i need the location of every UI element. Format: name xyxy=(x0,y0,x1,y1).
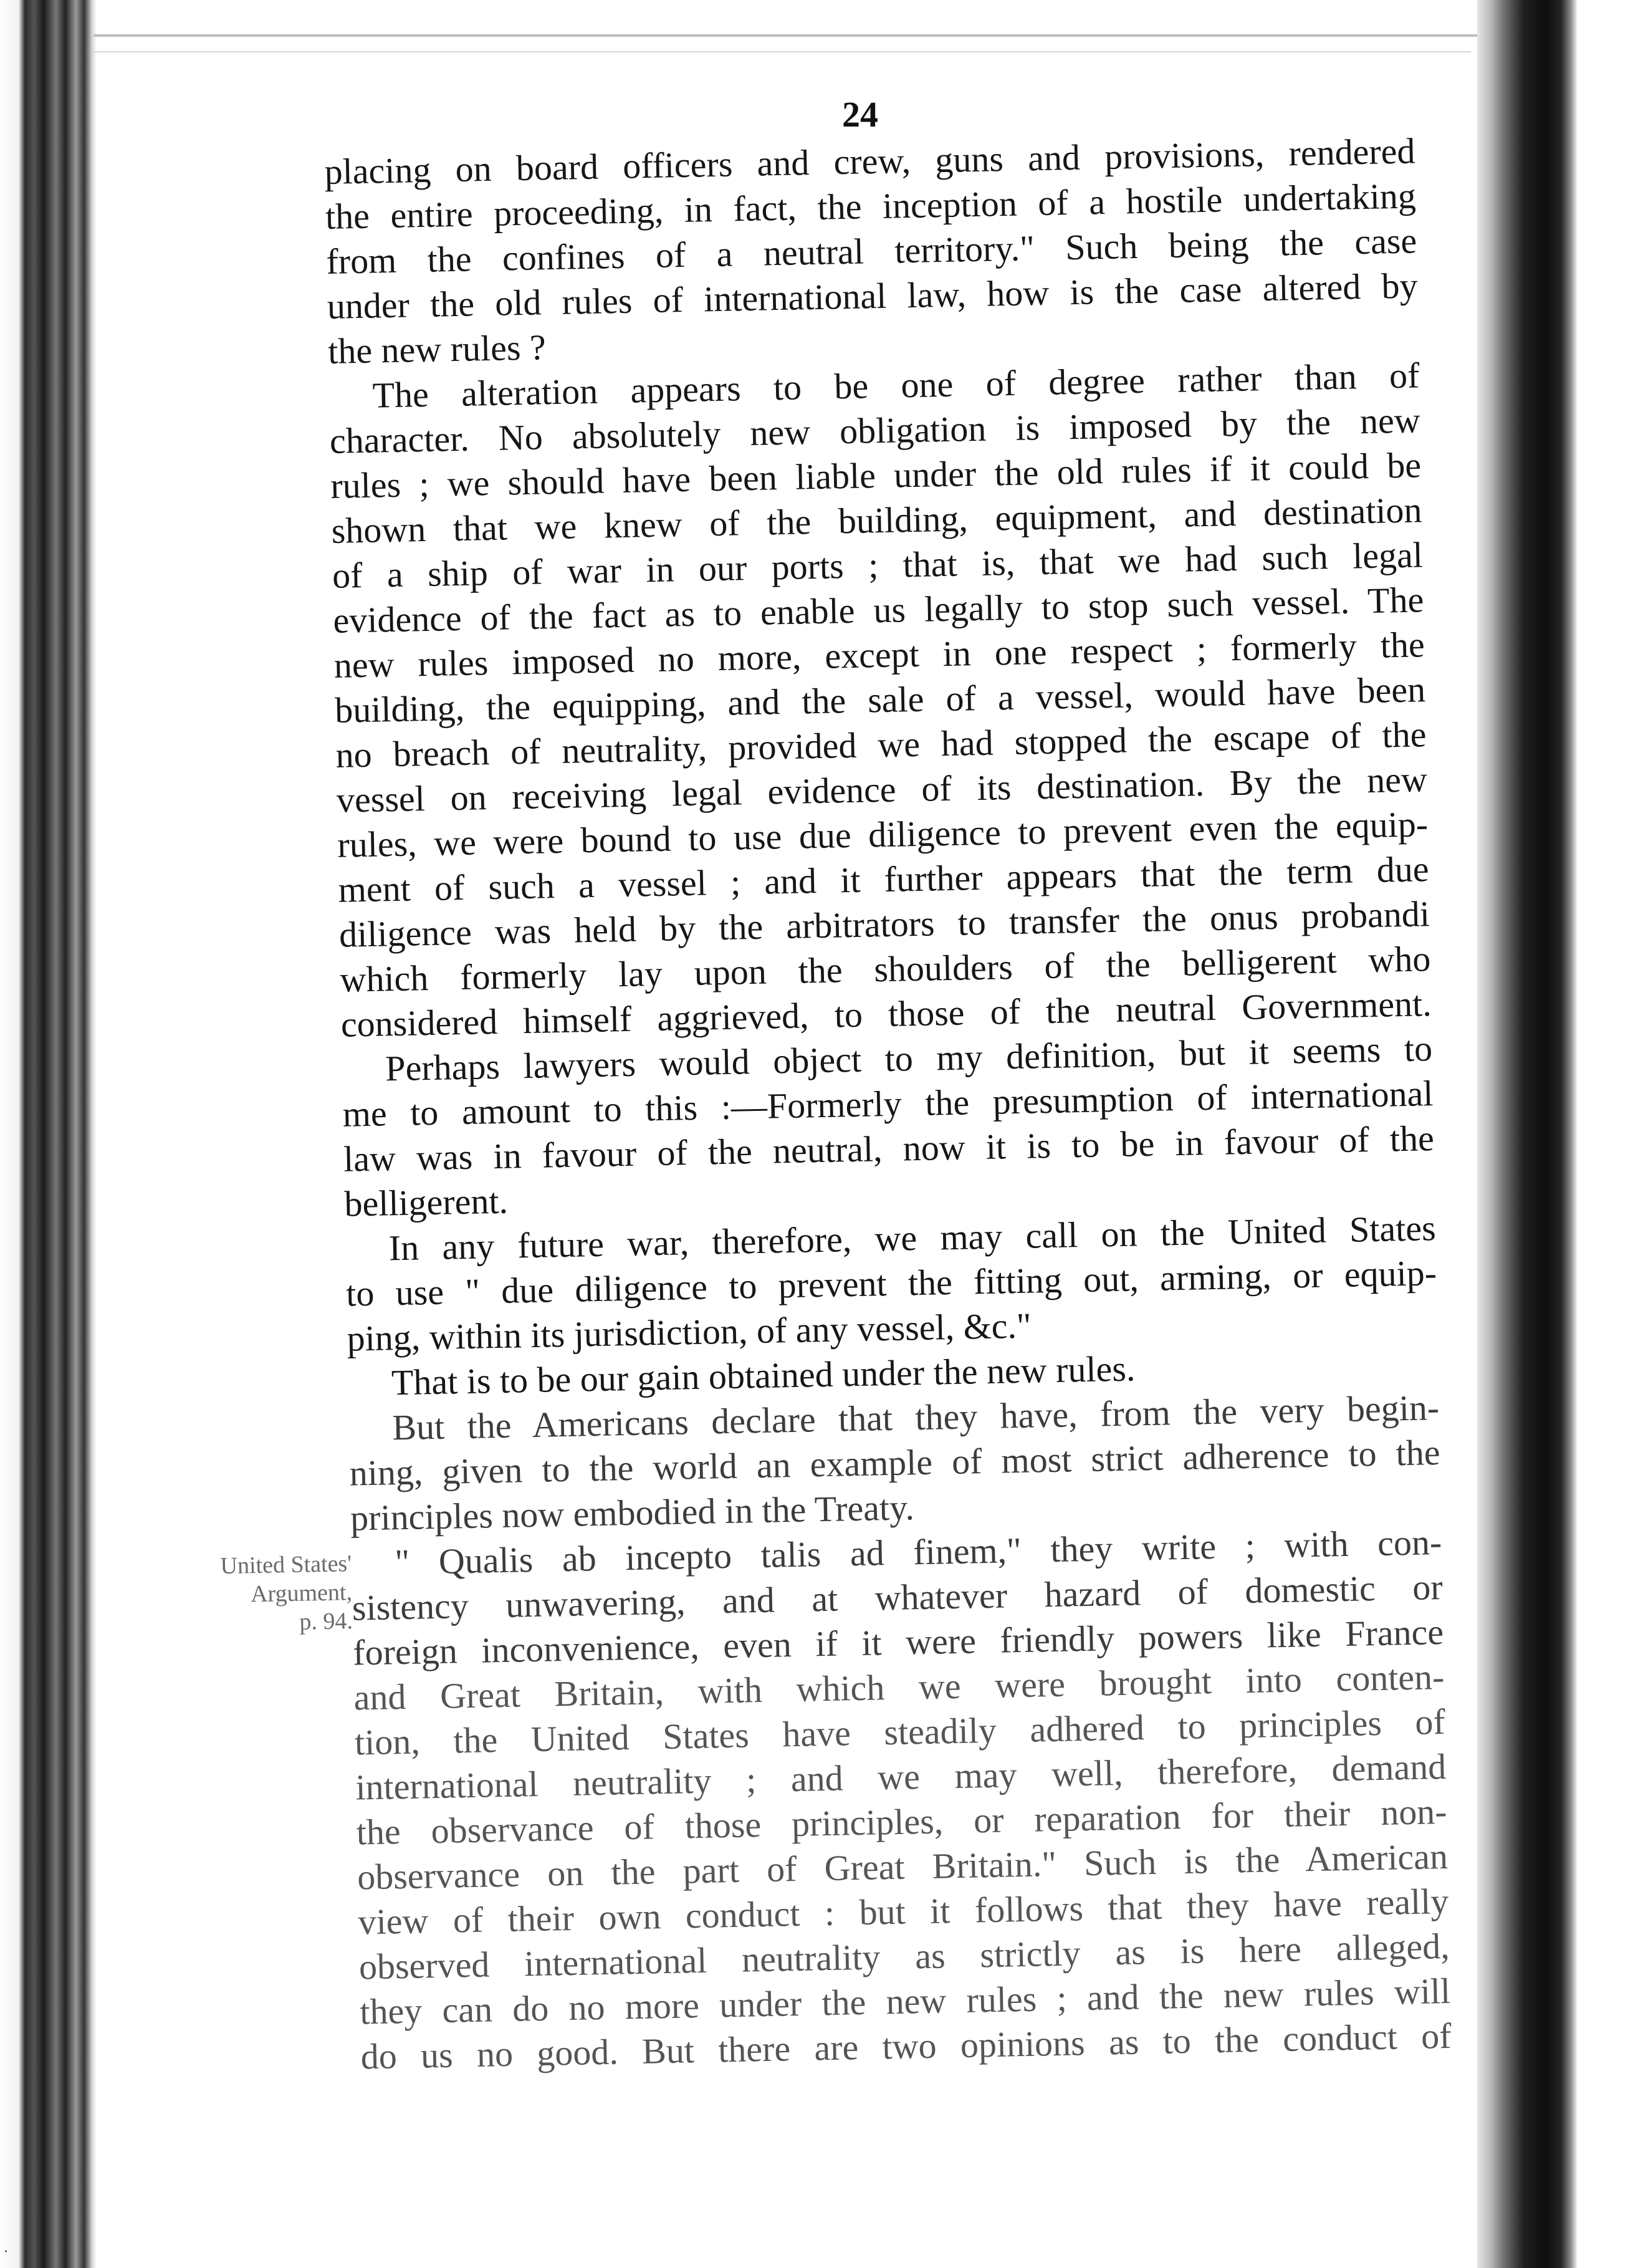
text-line: In any future war, therefore, we may call on the United States xyxy=(388,1208,1437,1269)
scan-corner-mark: · xyxy=(4,2244,8,2260)
text-line: ping, within its jurisdiction, of any vessel, &c." xyxy=(346,1305,1032,1359)
text-line: rules ; we should have been liable under the old rules if it could be xyxy=(330,444,1422,506)
text-line: " Qualis ab incepto talis ad finem," they write ; with con- xyxy=(394,1521,1442,1583)
text-line: under the old rules of international law, how is the case altered by xyxy=(327,265,1419,327)
text-line: Perhaps lawyers would object to my definition, but it seems to xyxy=(385,1028,1433,1089)
text-line: But the Americans declare that they have, from the very begin- xyxy=(391,1387,1440,1448)
text-line: principles now embodied in the Treaty. xyxy=(350,1487,915,1539)
margin-citation-line-3: p. 94. xyxy=(299,1608,353,1635)
text-line: international neutrality ; and we may well, therefore, demand xyxy=(355,1746,1447,1808)
text-line: shown that we knew of the building, equipment, and destination xyxy=(331,489,1423,551)
text-line: placing on board officers and crew, guns and provisions, rendered xyxy=(324,130,1415,192)
text-line: ning, given to the world an example of most strict adherence to the xyxy=(349,1432,1441,1494)
text-line: they can do no more under the new rules ; and the new rules will xyxy=(359,1970,1451,2032)
text-line: and Great Britain, with which we were brought into conten- xyxy=(353,1656,1445,1718)
text-line: That is to be our gain obtained under the new rules. xyxy=(391,1348,1136,1403)
text-line: foreign inconvenience, even if it were friendly powers like France xyxy=(352,1611,1444,1673)
text-line: diligence was held by the arbitrators to transfer the onus probandi xyxy=(338,893,1430,955)
margin-citation xyxy=(165,1549,353,1639)
text-line: observance on the part of Great Britain." Such is the American xyxy=(357,1835,1448,1898)
text-line: evidence of the fact as to enable us legally to stop such vessel. The xyxy=(332,579,1424,641)
text-line: no breach of neutrality, provided we had stopped the escape of the xyxy=(335,714,1427,776)
page-top-edge-inner xyxy=(93,51,1471,52)
text-line: the entire proceeding, in fact, the inception of a hostile undertaking xyxy=(325,175,1417,237)
text-line: do us no good. But there are two opinions as to the conduct of xyxy=(360,2015,1452,2077)
margin-citation-line-1: United States' xyxy=(220,1550,352,1580)
text-line: to use " due diligence to prevent the fitting out, arming, or equip- xyxy=(345,1252,1437,1314)
text-line: observed international neutrality as strictly as is here alleged, xyxy=(358,1925,1450,1987)
text-line: me to amount to this :—Formerly the presumption of international xyxy=(342,1073,1434,1135)
text-line: considered himself aggrieved, to those of the neutral Government. xyxy=(340,983,1432,1045)
text-line: new rules imposed no more, except in one respect ; formerly the xyxy=(333,624,1425,686)
text-line: character. No absolutely new obligation is imposed by the new xyxy=(329,400,1421,461)
page-number: 24 xyxy=(842,94,878,135)
text-line: the observance of those principles, or reparation for their non- xyxy=(356,1790,1448,1853)
text-line: belligerent. xyxy=(343,1180,509,1224)
text-line: The alteration appears to be one of degree rather than of xyxy=(371,355,1420,416)
text-line: from the confines of a neutral territory." Such being the case xyxy=(325,220,1417,282)
text-line: sistency unwavering, and at whatever hazard of domestic or xyxy=(352,1566,1444,1628)
text-line: vessel on receiving legal evidence of its destination. By the new xyxy=(336,759,1428,820)
book-gutter-shadow xyxy=(1477,0,1577,2268)
text-line: of a ship of war in our ports ; that is, that we had such legal xyxy=(332,534,1424,596)
book-binding-edge xyxy=(0,0,97,2268)
margin-citation-line-2: Argument, xyxy=(250,1579,353,1608)
text-line: rules, we were bound to use due diligence to prevent even the equip- xyxy=(337,804,1429,865)
text-line: tion, the United States have steadily adhered to principles of xyxy=(354,1701,1446,1763)
text-line: building, the equipping, and the sale of a vessel, would have been xyxy=(334,669,1426,731)
page-top-edge xyxy=(93,34,1477,37)
text-line: the new rules ? xyxy=(327,327,547,372)
text-line: law was in favour of the neutral, now it is to be in favour of the xyxy=(343,1118,1435,1180)
text-line: ment of such a vessel ; and it further appears that the term due xyxy=(338,848,1430,910)
text-line: which formerly lay upon the shoulders of the belligerent who xyxy=(339,938,1431,1000)
text-line: view of their own conduct : but it follows that they have really xyxy=(357,1880,1449,1943)
